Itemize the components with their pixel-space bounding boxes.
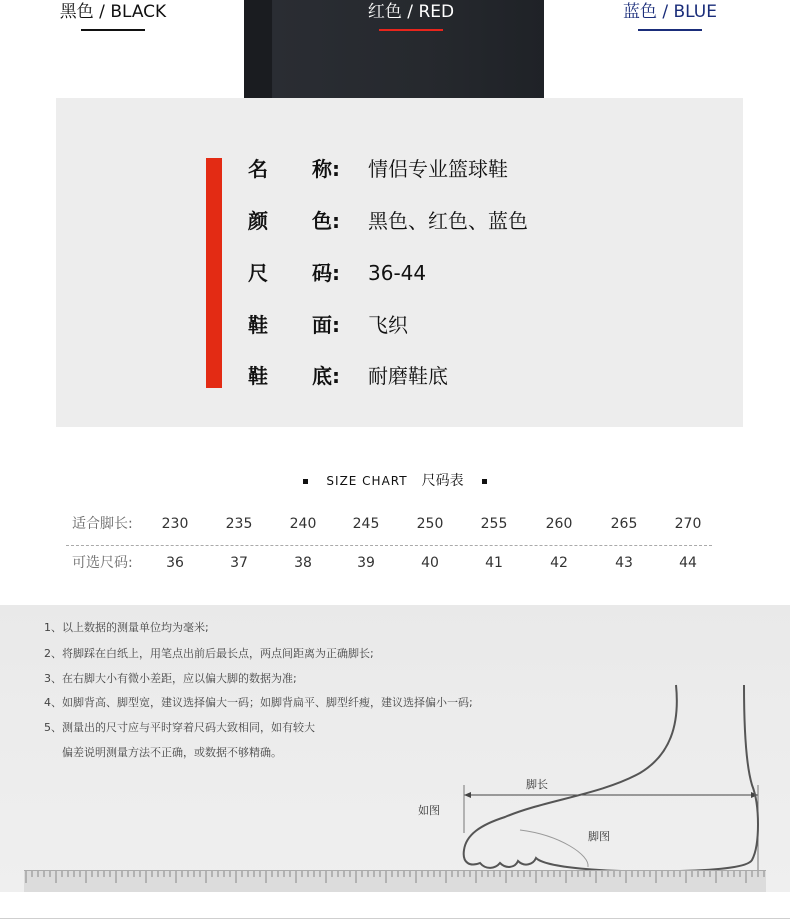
measure-note: 1、以上数据的测量单位均为毫米; [44,621,209,634]
size-cell: 37 [230,555,248,571]
color-tab-red [335,0,487,31]
measure-note: 4、如脚背高、脚型宽，建议选择偏大一码；如脚背扁平、脚型纤瘦，建议选择偏小一码; [44,696,473,709]
color-tab-label: 蓝色 / BLUE [622,2,717,22]
spec-key-char: 鞋 [248,313,268,337]
color-tab-underline [379,29,443,31]
size-cell: 40 [421,555,439,571]
color-tab-label: 黑色 / BLACK [59,2,167,22]
bottom-divider [0,918,790,919]
size-chart-title [0,470,790,490]
spec-key-char: 称: [312,157,340,181]
spec-value: 36-44 [368,261,427,285]
ruler [24,870,766,892]
foot-length-cell: 260 [545,516,573,532]
spec-accent-bar [206,158,222,388]
foot-length-cell: 240 [289,516,317,532]
measure-note: 2、将脚踩在白纸上，用笔点出前后最长点，两点间距离为正确脚长; [44,647,374,660]
size-cell: 41 [485,555,503,571]
measure-note: 3、在右脚大小有微小差距，应以偏大脚的数据为准; [44,672,297,685]
color-tab-underline [638,29,702,31]
foot-length-cell: 230 [161,516,189,532]
color-tab-black [52,0,174,31]
spec-key-char: 颜 [248,209,268,233]
foot-length-row [0,512,790,536]
color-tab-blue [610,0,730,31]
measure-note: 偏差说明测量方法不正确，或数据不够精确。 [62,746,282,759]
size-chart-title-en: SIZE CHART [326,474,408,488]
color-tab-underline [81,29,145,31]
size-chart-divider [66,545,712,546]
spec-key-char: 鞋 [248,364,268,388]
color-tab-label: 红色 / RED [367,2,455,22]
size-label: 可选尺码: [72,555,133,571]
foot-diagram-label: 脚图 [588,830,610,843]
spec-key-char: 底: [312,364,340,388]
spec-panel [56,98,743,427]
size-cell: 38 [294,555,312,571]
spec-key-char: 面: [312,313,340,337]
size-cell: 39 [357,555,375,571]
foot-length-diagram-label: 脚长 [526,778,548,791]
measure-note: 5、测量出的尺寸应与平时穿着尺码大致相同，如有较大 [44,721,315,734]
size-chart-title-cn: 尺码表 [421,473,464,489]
size-cell: 44 [679,555,697,571]
foot-length-cell: 245 [352,516,380,532]
size-cell: 43 [615,555,633,571]
size-cell: 36 [166,555,184,571]
foot-length-cell: 265 [610,516,638,532]
spec-value: 情侣专业篮球鞋 [368,157,508,181]
spec-key-char: 色: [312,209,340,233]
foot-length-cell: 255 [480,516,508,532]
foot-length-label: 适合脚长: [72,516,133,532]
spec-key-char: 尺 [248,261,268,285]
spec-key-char: 名 [248,157,268,181]
spec-value: 黑色、红色、蓝色 [368,209,528,233]
spec-key-char: 码: [312,261,340,285]
foot-length-cell: 270 [674,516,702,532]
bullet-icon [303,479,308,484]
size-row [0,551,790,575]
bullet-icon [482,479,487,484]
ruler-ticks-icon [24,871,766,893]
foot-diagram-icon [0,605,790,892]
spec-value: 耐磨鞋底 [368,364,448,388]
foot-length-cell: 235 [225,516,253,532]
as-shown-label: 如图 [418,804,440,817]
spec-value: 飞织 [368,313,408,337]
size-cell: 42 [550,555,568,571]
foot-length-cell: 250 [416,516,444,532]
